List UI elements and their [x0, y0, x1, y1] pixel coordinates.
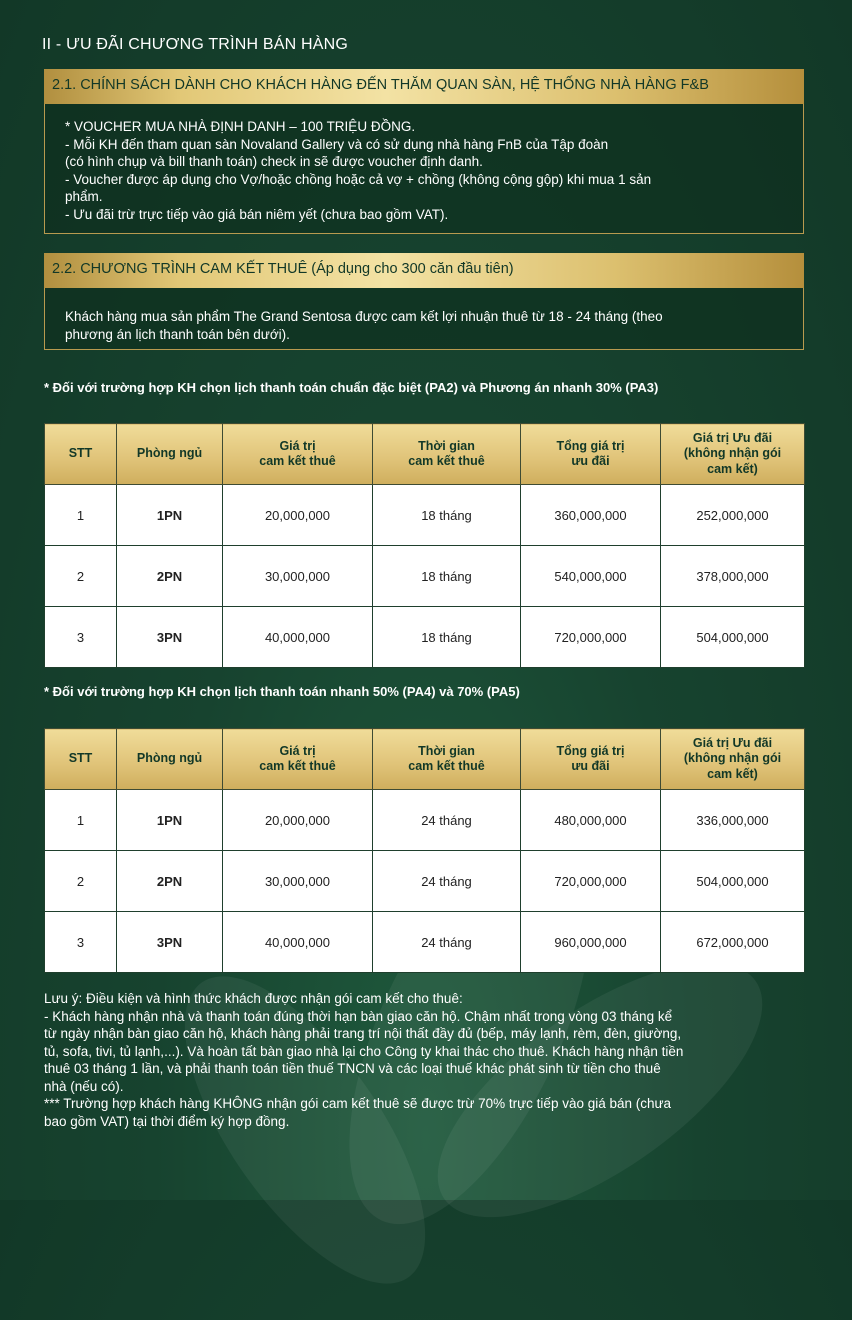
cell-rent: 30,000,000	[223, 851, 373, 912]
table-row	[45, 790, 805, 851]
cell-total: 360,000,000	[521, 485, 661, 546]
table2-note: * Đối với trường hợp KH chọn lịch thanh toán nhanh 50% (PA4) và 70% (PA5)	[44, 684, 520, 699]
cell-type: 3PN	[117, 607, 223, 668]
header-total-offer: Tổng giá trị ưu đãi	[521, 424, 661, 485]
cell-period: 24 tháng	[373, 851, 521, 912]
cell-period: 18 tháng	[373, 607, 521, 668]
rent-table-18-months	[44, 423, 805, 668]
policy-2-2-panel	[44, 288, 804, 350]
cell-stt: 2	[45, 851, 117, 912]
policy-2-2-line: phương án lịch thanh toán bên dưới).	[65, 326, 290, 342]
cell-type: 2PN	[117, 546, 223, 607]
cell-rent: 40,000,000	[223, 912, 373, 973]
header-rent-period: Thời gian cam kết thuê	[373, 424, 521, 485]
cell-discount: 252,000,000	[661, 485, 805, 546]
cell-rent: 20,000,000	[223, 790, 373, 851]
cell-total: 540,000,000	[521, 546, 661, 607]
footnote-line: *** Trường hợp khách hàng KHÔNG nhận gói cam kết thuê sẽ được trừ 70% trực tiếp vào giá bán (chưa	[44, 1096, 672, 1111]
header-rent-value: Giá trị cam kết thuê	[223, 424, 373, 485]
cell-stt: 1	[45, 790, 117, 851]
policy-2-1-line: - Ưu đãi trừ trực tiếp vào giá bán niêm yết (chưa bao gồm VAT).	[65, 206, 449, 222]
header-stt: STT	[45, 424, 117, 485]
header-total-offer: Tổng giá trị ưu đãi	[521, 729, 661, 790]
footnote-line: từ ngày nhận bàn giao căn hộ, khách hàng phải trang trí nội thất đầy đủ (bếp, máy lạnh, rèm, đèn, giường,	[44, 1026, 682, 1041]
header-discount-value: Giá trị Ưu đãi (không nhận gói cam kết)	[661, 424, 805, 485]
policy-2-2-line: Khách hàng mua sản phẩm The Grand Sentosa được cam kết lợi nhuận thuê từ 18 - 24 tháng (theo	[65, 309, 663, 324]
header-rent-period: Thời gian cam kết thuê	[373, 729, 521, 790]
header-discount-value: Giá trị Ưu đãi (không nhận gói cam kết)	[661, 729, 805, 790]
cell-type: 3PN	[117, 912, 223, 973]
cell-stt: 1	[45, 485, 117, 546]
cell-period: 24 tháng	[373, 790, 521, 851]
header-bedrooms: Phòng ngủ	[117, 424, 223, 485]
cell-stt: 2	[45, 546, 117, 607]
header-bedrooms: Phòng ngủ	[117, 729, 223, 790]
table-row	[45, 607, 805, 668]
cell-rent: 20,000,000	[223, 485, 373, 546]
footnote-line: nhà (nếu có).	[44, 1078, 124, 1094]
cell-rent: 30,000,000	[223, 546, 373, 607]
table1-note: * Đối với trường hợp KH chọn lịch thanh toán chuẩn đặc biệt (PA2) và Phương án nhanh 30% (PA3)	[44, 380, 659, 395]
footnote-line: thuê 03 tháng 1 lần, và phải thanh toán tiền thuế TNCN và các loại thuế khác phát sinh từ tiền cho thuê	[44, 1061, 661, 1076]
cell-period: 24 tháng	[373, 912, 521, 973]
cell-discount: 378,000,000	[661, 546, 805, 607]
policy-2-1-line: (có hình chụp và bill thanh toán) check in sẽ được voucher định danh.	[65, 154, 483, 169]
table-header-row	[45, 729, 805, 790]
cell-total: 720,000,000	[521, 607, 661, 668]
footnote-line: - Khách hàng nhận nhà và thanh toán đúng thời hạn bàn giao căn hộ. Chậm nhất trong vòng 03 tháng kể	[44, 1008, 673, 1024]
policy-2-1-line: * VOUCHER MUA NHÀ ĐỊNH DANH – 100 TRIỆU ĐỒNG.	[65, 119, 416, 134]
policy-2-1-heading: 2.1. CHÍNH SÁCH DÀNH CHO KHÁCH HÀNG ĐẾN THĂM QUAN SÀN, HỆ THỐNG NHÀ HÀNG F&B	[44, 69, 804, 104]
policy-2-1-line: phẩm.	[65, 189, 103, 204]
cell-stt: 3	[45, 607, 117, 668]
policy-2-2-heading: 2.2. CHƯƠNG TRÌNH CAM KẾT THUÊ (Áp dụng cho 300 căn đầu tiên)	[44, 253, 804, 288]
cell-type: 1PN	[117, 485, 223, 546]
policy-2-1-line: - Mỗi KH đến tham quan sàn Novaland Gallery và có sử dụng nhà hàng FnB của Tập đoàn	[65, 136, 609, 152]
policy-2-1-line: - Voucher được áp dụng cho Vợ/hoặc chồng hoặc cả vợ + chồng (không cộng gộp) khi mua 1 sản	[65, 171, 652, 187]
cell-period: 18 tháng	[373, 546, 521, 607]
cell-discount: 504,000,000	[661, 607, 805, 668]
cell-discount: 504,000,000	[661, 851, 805, 912]
header-stt: STT	[45, 729, 117, 790]
cell-discount: 672,000,000	[661, 912, 805, 973]
cell-type: 1PN	[117, 790, 223, 851]
table-header-row	[45, 424, 805, 485]
cell-discount: 336,000,000	[661, 790, 805, 851]
table-row	[45, 912, 805, 973]
table-row	[45, 546, 805, 607]
cell-total: 960,000,000	[521, 912, 661, 973]
footnote-line: Lưu ý: Điều kiện và hình thức khách được nhận gói cam kết cho thuê:	[44, 991, 463, 1006]
cell-total: 720,000,000	[521, 851, 661, 912]
policy-2-1-panel	[44, 104, 804, 234]
cell-total: 480,000,000	[521, 790, 661, 851]
header-rent-value: Giá trị cam kết thuê	[223, 729, 373, 790]
footnote-line: tủ, sofa, tivi, tủ lạnh,...). Và hoàn tất bàn giao nhà lại cho Công ty khai thác cho thuê. Khách hàng nhận tiền	[44, 1043, 684, 1059]
cell-rent: 40,000,000	[223, 607, 373, 668]
cell-period: 18 tháng	[373, 485, 521, 546]
section-title: II - ƯU ĐÃI CHƯƠNG TRÌNH BÁN HÀNG	[42, 36, 349, 53]
table-row	[45, 485, 805, 546]
cell-type: 2PN	[117, 851, 223, 912]
footnote-line: bao gồm VAT) tại thời điểm ký hợp đồng.	[44, 1113, 290, 1129]
table-row	[45, 851, 805, 912]
footnote	[44, 990, 804, 1130]
rent-table-24-months	[44, 728, 805, 973]
cell-stt: 3	[45, 912, 117, 973]
